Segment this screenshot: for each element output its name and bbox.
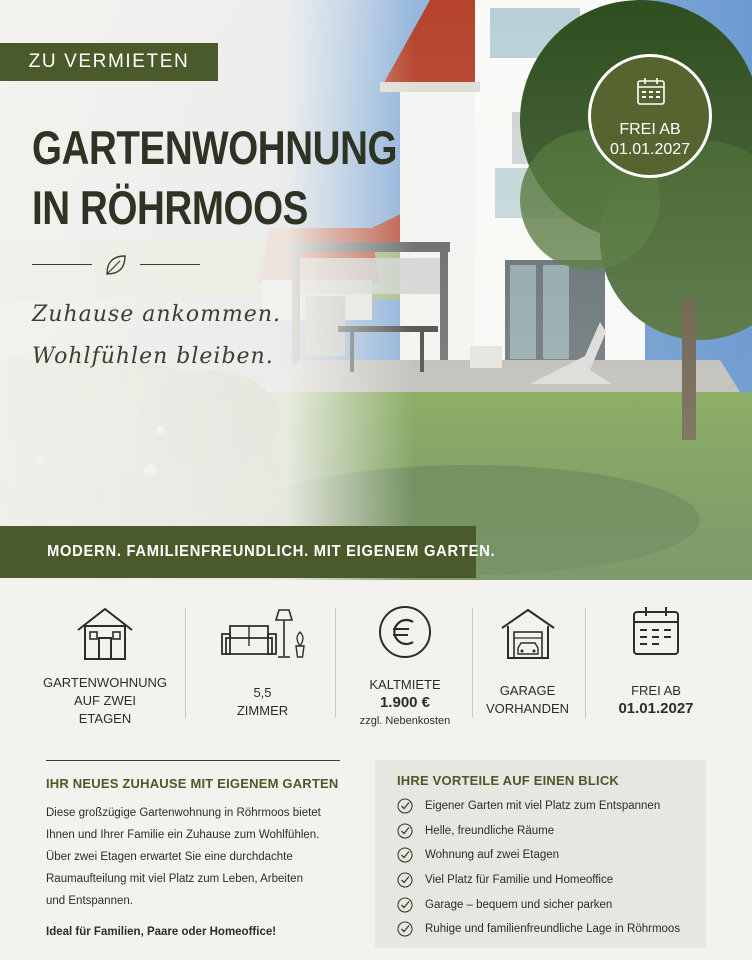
feature-available	[588, 600, 724, 740]
description-text	[46, 802, 340, 912]
benefit-text: Garage – bequem und sicher parken	[425, 898, 613, 911]
title-line-2: IN RÖHRMOOS	[32, 181, 308, 234]
calendar-icon	[631, 604, 681, 658]
check-circle-icon	[397, 921, 413, 937]
rent-note: zzgl. Nebenkosten	[359, 715, 451, 727]
slogan-line-1: Zuhause ankommen.	[32, 302, 281, 327]
feature-garage	[475, 600, 580, 740]
banner-text: MODERN. FAMILIENFREUNDLICH. MIT EIGENEM GARTEN.	[47, 543, 496, 560]
check-circle-icon	[397, 798, 413, 814]
feature-separator	[472, 608, 473, 718]
feature-line: VORHANDEN	[485, 701, 570, 716]
feature-line: GARTENWOHNUNG	[43, 675, 167, 690]
living-room-icon	[218, 604, 308, 664]
description-heading: IHR NEUES ZUHAUSE MIT EIGENEM GARTEN	[46, 776, 339, 791]
list-item	[397, 868, 706, 893]
page-title	[32, 118, 397, 238]
title-divider	[32, 252, 200, 278]
description-highlight: Ideal für Familien, Paare oder Homeoffice!	[46, 926, 277, 938]
euro-icon	[377, 604, 433, 660]
benefit-text: Eigener Garten mit viel Platz zum Entspannen	[425, 800, 661, 813]
description-line: und Entspannen.	[46, 895, 133, 907]
description-line: Ihnen und Ihrer Familie ein Zuhause zum Wohlfühlen.	[46, 829, 320, 841]
benefit-text: Viel Platz für Familie und Homeoffice	[425, 874, 614, 887]
feature-separator	[185, 608, 186, 718]
for-rent-tag: ZU VERMIETEN	[0, 43, 218, 81]
check-circle-icon	[397, 823, 413, 839]
benefits-panel	[375, 760, 706, 948]
check-circle-icon	[397, 897, 413, 913]
available-label: FREI AB	[631, 683, 681, 698]
badge-label: FREI AB	[619, 121, 681, 138]
feature-line: AUF ZWEI	[73, 693, 137, 708]
feature-garage-text	[475, 682, 580, 718]
divider-line-right	[140, 264, 200, 265]
slogan-line-2: Wohlfühlen bleiben.	[32, 344, 274, 369]
list-item	[397, 892, 706, 917]
description-line: Über zwei Etagen erwartet Sie eine durchdachte	[46, 851, 293, 863]
divider-line-left	[32, 264, 92, 265]
feature-rent	[340, 600, 470, 740]
feature-line: GARAGE	[499, 683, 556, 698]
list-item	[397, 917, 706, 942]
description-section	[46, 760, 340, 938]
badge-date: 01.01.2027	[609, 141, 691, 158]
benefits-heading: IHRE VORTEILE AUF EINEN BLICK	[397, 773, 619, 788]
list-item	[397, 794, 706, 819]
rooms-count: 5,5	[253, 685, 272, 700]
features-row	[0, 600, 752, 740]
house-icon	[76, 604, 134, 662]
rent-value: 1.900 €	[379, 694, 431, 711]
title-line-1: GARTENWOHNUNG	[32, 121, 398, 174]
feature-apartment	[20, 600, 190, 740]
check-circle-icon	[397, 872, 413, 888]
feature-separator	[335, 608, 336, 718]
list-item	[397, 819, 706, 844]
feature-rooms-text	[190, 684, 335, 720]
feature-rent-text	[340, 676, 470, 730]
feature-rooms	[190, 600, 335, 740]
check-circle-icon	[397, 847, 413, 863]
available-from-badge	[588, 54, 712, 178]
benefit-text: Ruhige und familienfreundliche Lage in Röhrmoos	[425, 923, 681, 936]
garage-icon	[500, 604, 556, 662]
feature-banner	[0, 526, 496, 578]
slogan	[32, 294, 281, 378]
benefits-list	[397, 794, 706, 942]
feature-separator	[585, 608, 586, 718]
description-line: Diese großzügige Gartenwohnung in Röhrmoos bietet	[46, 807, 321, 819]
leaf-icon	[103, 252, 129, 278]
section-divider	[46, 760, 340, 761]
benefit-text: Helle, freundliche Räume	[425, 824, 555, 837]
feature-apartment-text	[20, 674, 190, 728]
benefit-text: Wohnung auf zwei Etagen	[425, 849, 560, 862]
rooms-label: ZIMMER	[236, 703, 289, 718]
feature-line: ETAGEN	[78, 711, 132, 726]
description-line: Raumaufteilung mit viel Platz zum Leben, Arbeiten	[46, 873, 303, 885]
calendar-icon	[635, 75, 667, 107]
feature-available-text	[588, 682, 724, 718]
rent-label: KALTMIETE	[369, 677, 441, 692]
available-date: 01.01.2027	[618, 700, 694, 717]
list-item	[397, 843, 706, 868]
